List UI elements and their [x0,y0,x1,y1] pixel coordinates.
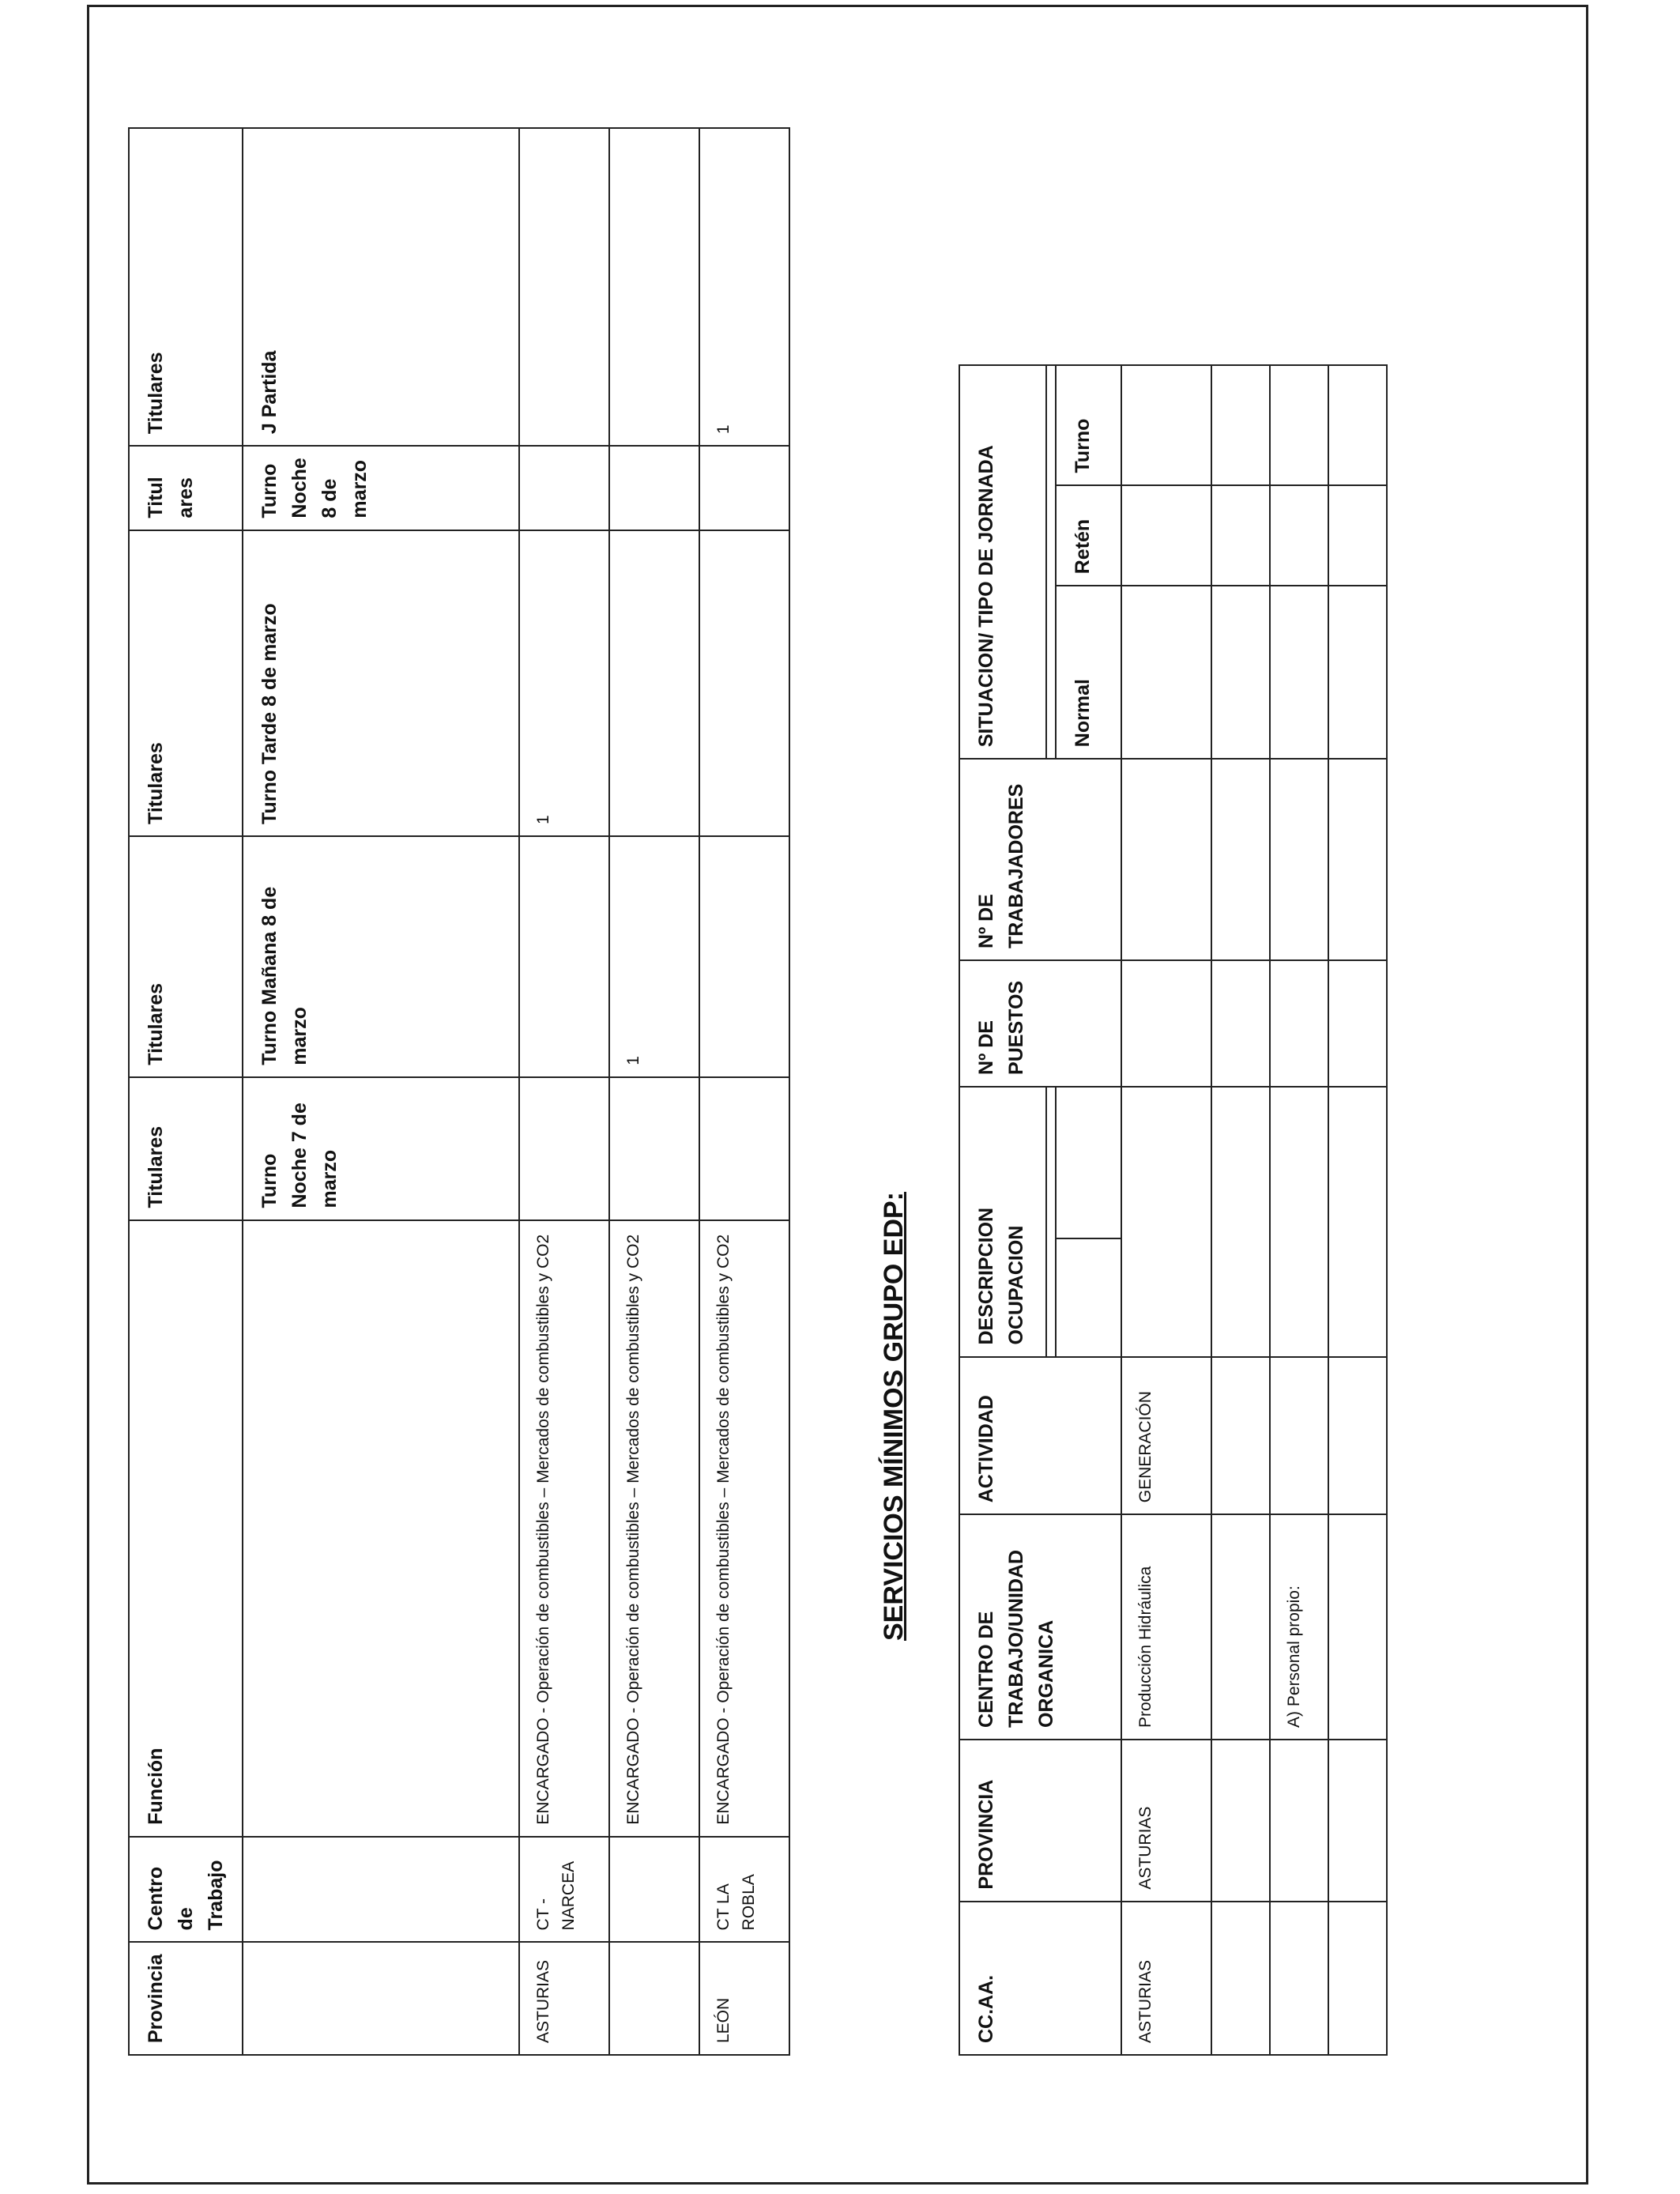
row1-c3: 1 [519,530,609,836]
row3-c3 [699,530,789,836]
t2-row3-trabajadores [1270,759,1328,960]
t2-row1-normal [1121,586,1211,759]
header-situacion: SITUACION/ TIPO DE JORNADA [959,365,1046,759]
sub-turno-noche-7: Turno Noche 7 de marzo [243,1077,519,1220]
t2-row3-ccaa [1270,1902,1328,2055]
header-titulares-1: Titulares [129,1077,243,1220]
t2-row1-descripcion [1121,1087,1211,1357]
row1-c1 [519,1077,609,1220]
t2-row1-turno [1121,365,1211,485]
row3-c4 [699,446,789,530]
desc-sub-2 [1056,1087,1121,1238]
row2-funcion: ENCARGADO - Operación de combustibles – Mercados de combustibles y CO2 [609,1220,699,1837]
sub-turno-manana-8: Turno Mañana 8 de marzo [243,836,519,1077]
t2-row2-centro [1211,1514,1270,1740]
t2-row2-provincia [1211,1740,1270,1902]
sub-j-partida: J Partida [243,128,519,446]
t2-row4-descripcion [1328,1087,1387,1357]
header-actividad: ACTIVIDAD [959,1357,1121,1515]
t2-row1-actividad: GENERACIÓN [1121,1357,1211,1515]
row3-funcion: ENCARGADO - Operación de combustibles – Mercados de combustibles y CO2 [699,1220,789,1837]
header-reten: Retén [1056,485,1121,586]
t2-row4-provincia [1328,1740,1387,1902]
row1-funcion: ENCARGADO - Operación de combustibles – Mercados de combustibles y CO2 [519,1220,609,1837]
sub-empty-2 [243,1837,519,1943]
row1-c5 [519,128,609,446]
t2-row4-actividad [1328,1357,1387,1515]
t2-row2-turno [1211,365,1270,485]
t2-row3-reten [1270,485,1328,586]
row3-c5: 1 [699,128,789,446]
header-puestos: Nº DE PUESTOS [959,960,1121,1087]
t2-row2-reten [1211,485,1270,586]
t2-row3-actividad [1270,1357,1328,1515]
header-descripcion: DESCRIPCION OCUPACION [959,1087,1046,1357]
header-titulares-4: Titul ares [129,446,243,530]
header-trabajadores: Nº DE TRABAJADORES [959,759,1121,960]
header-titulares-5: Titulares [129,128,243,446]
header-turno: Turno [1056,365,1121,485]
row2-c4 [609,446,699,530]
t2-row3-descripcion [1270,1087,1328,1357]
header-titulares-3: Titulares [129,530,243,836]
sub-turno-noche-8: Turno Noche 8 de marzo [243,446,519,530]
row2-c3 [609,530,699,836]
t2-row4-trabajadores [1328,759,1387,960]
row2-c1 [609,1077,699,1220]
row3-provincia: LEÓN [699,1942,789,2055]
row3-centro: CT LA ROBLA [699,1837,789,1943]
sit-spacer [1046,365,1056,759]
header-centro2: CENTRO DE TRABAJO/UNIDAD ORGANICA [959,1514,1121,1740]
t2-row3-turno [1270,365,1328,485]
t2-row1-provincia: ASTURIAS [1121,1740,1211,1902]
desc-sub-1 [1056,1238,1121,1356]
t2-row4-ccaa [1328,1902,1387,2055]
header-ccaa: CC.AA. [959,1902,1121,2055]
t2-row4-normal [1328,586,1387,759]
desc-spacer [1046,1087,1056,1357]
t2-row3-normal [1270,586,1328,759]
t2-row3-centro: A) Personal propio: [1270,1514,1328,1740]
header-provincia: Provincia [129,1942,243,2055]
t2-row2-descripcion [1211,1087,1270,1357]
header-normal: Normal [1056,586,1121,759]
header-titulares-2: Titulares [129,836,243,1077]
row3-c1 [699,1077,789,1220]
t2-row4-centro [1328,1514,1387,1740]
row1-centro: CT - NARCEA [519,1837,609,1943]
header-centro: Centro de Trabajo [129,1837,243,1943]
header-provincia2: PROVINCIA [959,1740,1121,1902]
t2-row3-provincia [1270,1740,1328,1902]
row2-c5 [609,128,699,446]
t2-row4-puestos [1328,960,1387,1087]
row1-c4 [519,446,609,530]
sub-empty-3 [243,1220,519,1837]
row1-provincia: ASTURIAS [519,1942,609,2055]
sub-empty-1 [243,1942,519,2055]
services-table [959,364,1388,2056]
header-funcion: Función [129,1220,243,1837]
t2-row4-turno [1328,365,1387,485]
row2-c2: 1 [609,836,699,1077]
row3-c2 [699,836,789,1077]
t2-row4-reten [1328,485,1387,586]
section-title: SERVICIOS MÍNIMOS GRUPO EDP: [879,1191,909,1641]
t2-row3-puestos [1270,960,1328,1087]
t2-row2-actividad [1211,1357,1270,1515]
t2-row1-reten [1121,485,1211,586]
t2-row2-normal [1211,586,1270,759]
t2-row1-trabajadores [1121,759,1211,960]
t2-row2-trabajadores [1211,759,1270,960]
row1-c2 [519,836,609,1077]
sub-turno-tarde-8: Turno Tarde 8 de marzo [243,530,519,836]
shifts-table [128,127,790,2056]
row2-provincia [609,1942,699,2055]
t2-row1-puestos [1121,960,1211,1087]
t2-row2-ccaa [1211,1902,1270,2055]
row2-centro [609,1837,699,1943]
t2-row1-ccaa: ASTURIAS [1121,1902,1211,2055]
t2-row2-puestos [1211,960,1270,1087]
t2-row1-centro: Producción Hidráulica [1121,1514,1211,1740]
